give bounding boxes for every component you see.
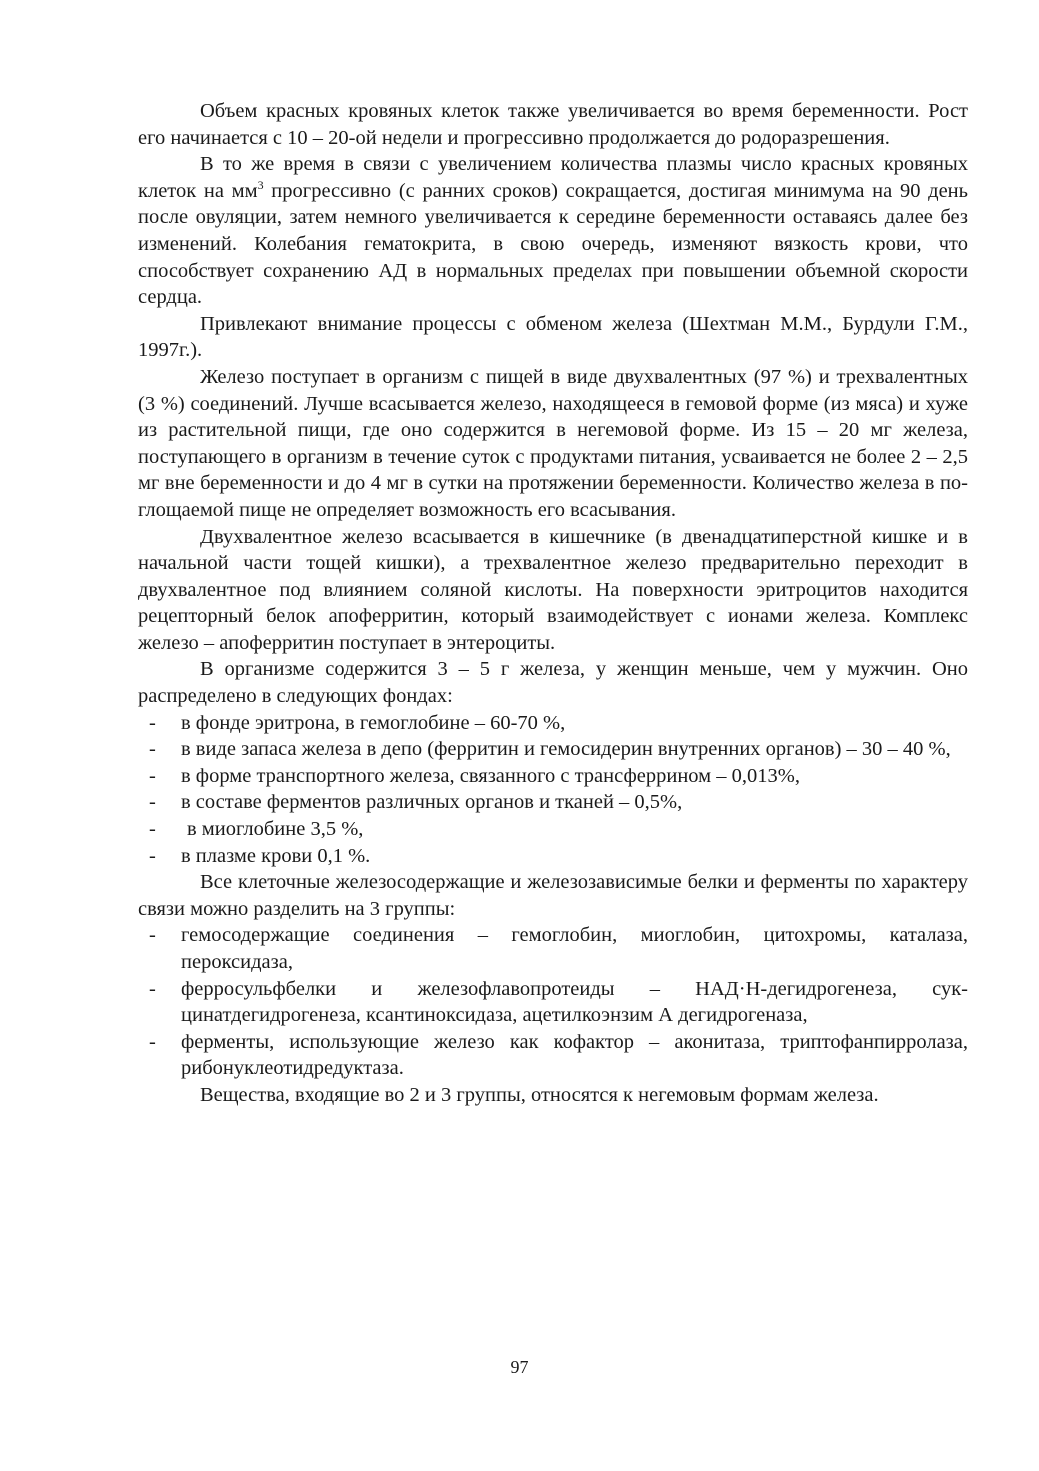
list-item	[138, 1029, 968, 1082]
paragraph-plasma-text-2: прогрессивно (с ранних сроков) сокращается, достигая минимума на 90 день после овуляции, затем немного увеличивается к середине беременности оставаясь далее без изменений. Колебания гематокрита, в свою очередь, изменяют вязкость крови, что способствует сохранению АД в нормальных пределах при повышении объемной скорости сердца.	[138, 179, 968, 309]
paragraph-protein-groups: Все клеточные железосодержащие и железозависимые белки и ферменты по характеру связи можно разделить на 3 группы:	[138, 871, 968, 920]
bullet-dash: -	[149, 738, 156, 761]
bullet-dash: -	[149, 791, 156, 814]
list-item-text: в виде запаса железа в депо (ферритин и гемосидерин внутренних органов) – 30 – 40 %,	[181, 738, 951, 761]
list-item-text: в миоглобине 3,5 %,	[187, 818, 364, 841]
list-item-text: в составе ферментов различных органов и тканей – 0,5%,	[181, 791, 683, 814]
list-item-text: в фонде эритрона, в гемоглобине – 60-70 %,	[181, 711, 566, 734]
list-item	[138, 710, 968, 737]
paragraph-iron-exchange: Привлекают внимание процессы с обменом железа (Шехтман М.М., Бурдули Г.М., 1997г.).	[138, 312, 968, 362]
list-item	[138, 843, 968, 870]
paragraph-iron-absorption: Двухвалентное железо всасывается в кишечнике (в двенадцатиперстной кишке и в начальной части тощей кишки), а трехвалентное железо предварительно переходит в двухвалентное под влиянием соляной кислоты. На поверхности эритроцитов находится рецепторный белок апоферритин, который взаимодействует с ионами железа. Комплекс железо – апоферритин поступает в энтероциты.	[138, 525, 968, 654]
list-item	[138, 976, 968, 1029]
paragraph-nonheme: Вещества, входящие во 2 и 3 группы, относятся к негемовым формам железа.	[200, 1083, 879, 1106]
paragraph-iron-content: В организме содержится 3 – 5 г железа, у женщин меньше, чем у мужчин. Оно распределено в следующих фондах:	[138, 658, 968, 708]
list-iron-fonds	[138, 710, 968, 870]
list-item	[138, 816, 968, 843]
list-item	[138, 763, 968, 790]
bullet-dash: -	[149, 844, 156, 867]
list-item-text: ферменты, использующие железо как кофактор – аконитаза, триптофанпирролаза, рибонуклеотидредуктаза.	[181, 1030, 968, 1080]
bullet-dash: -	[149, 711, 156, 734]
list-item	[138, 789, 968, 816]
list-item	[138, 736, 968, 763]
bullet-dash: -	[149, 977, 156, 1000]
bullet-dash: -	[149, 924, 156, 947]
list-item-text: в форме транспортного железа, связанного с трансферрином – 0,013%,	[181, 764, 800, 787]
list-item-text: ферросульфбелки и железофлавопротеиды – НАД·Н-дегидрогенеза, сукцинатдегидрогенеза, ксантиноксидаза, ацетилкоэнзим А дегидрогеназа,	[181, 977, 968, 1027]
superscript-3: 3	[257, 177, 264, 192]
bullet-dash: -	[149, 818, 156, 841]
page-number: 97	[510, 1357, 529, 1377]
list-protein-groups	[138, 922, 968, 1082]
page-body	[138, 98, 968, 1109]
list-item	[138, 922, 968, 975]
list-item-text: в плазме крови 0,1 %.	[181, 844, 371, 867]
bullet-dash: -	[149, 1030, 156, 1053]
paragraph-plasma-text-1: В то же время в связи с увеличением количества плазмы число красных кровяных клеток на мм	[138, 153, 968, 202]
list-item-text: гемосодержащие соединения – гемоглобин, миоглобин, цитохромы, каталаза, пероксидаза,	[181, 924, 968, 973]
paragraph-rbc-volume: Объем красных кровяных клеток также увеличивается во время беременности. Рост его начинается с 10 – 20-ой недели и прогрессивно продолжается до родоразрешения.	[138, 100, 968, 149]
paragraph-iron-intake: Железо поступает в организм с пищей в виде двухвалентных (97 %) и трехвалентных (3 %) соединений. Лучше всасывается железо, находящееся в гемовой форме (из мяса) и хуже из растительной пищи, где оно содержится в негемовой форме. Из 15 – 20 мг железа, поступающего в организм в течение суток с продуктами питания, усваивается не более 2 – 2,5 мг вне беременности и до 4 мг в сутки на протяжении беременности. Количество железа в поглощаемой пище не определяет возможность его всасывания.	[138, 365, 968, 521]
bullet-dash: -	[149, 764, 156, 787]
paragraph-plasma	[138, 151, 968, 311]
